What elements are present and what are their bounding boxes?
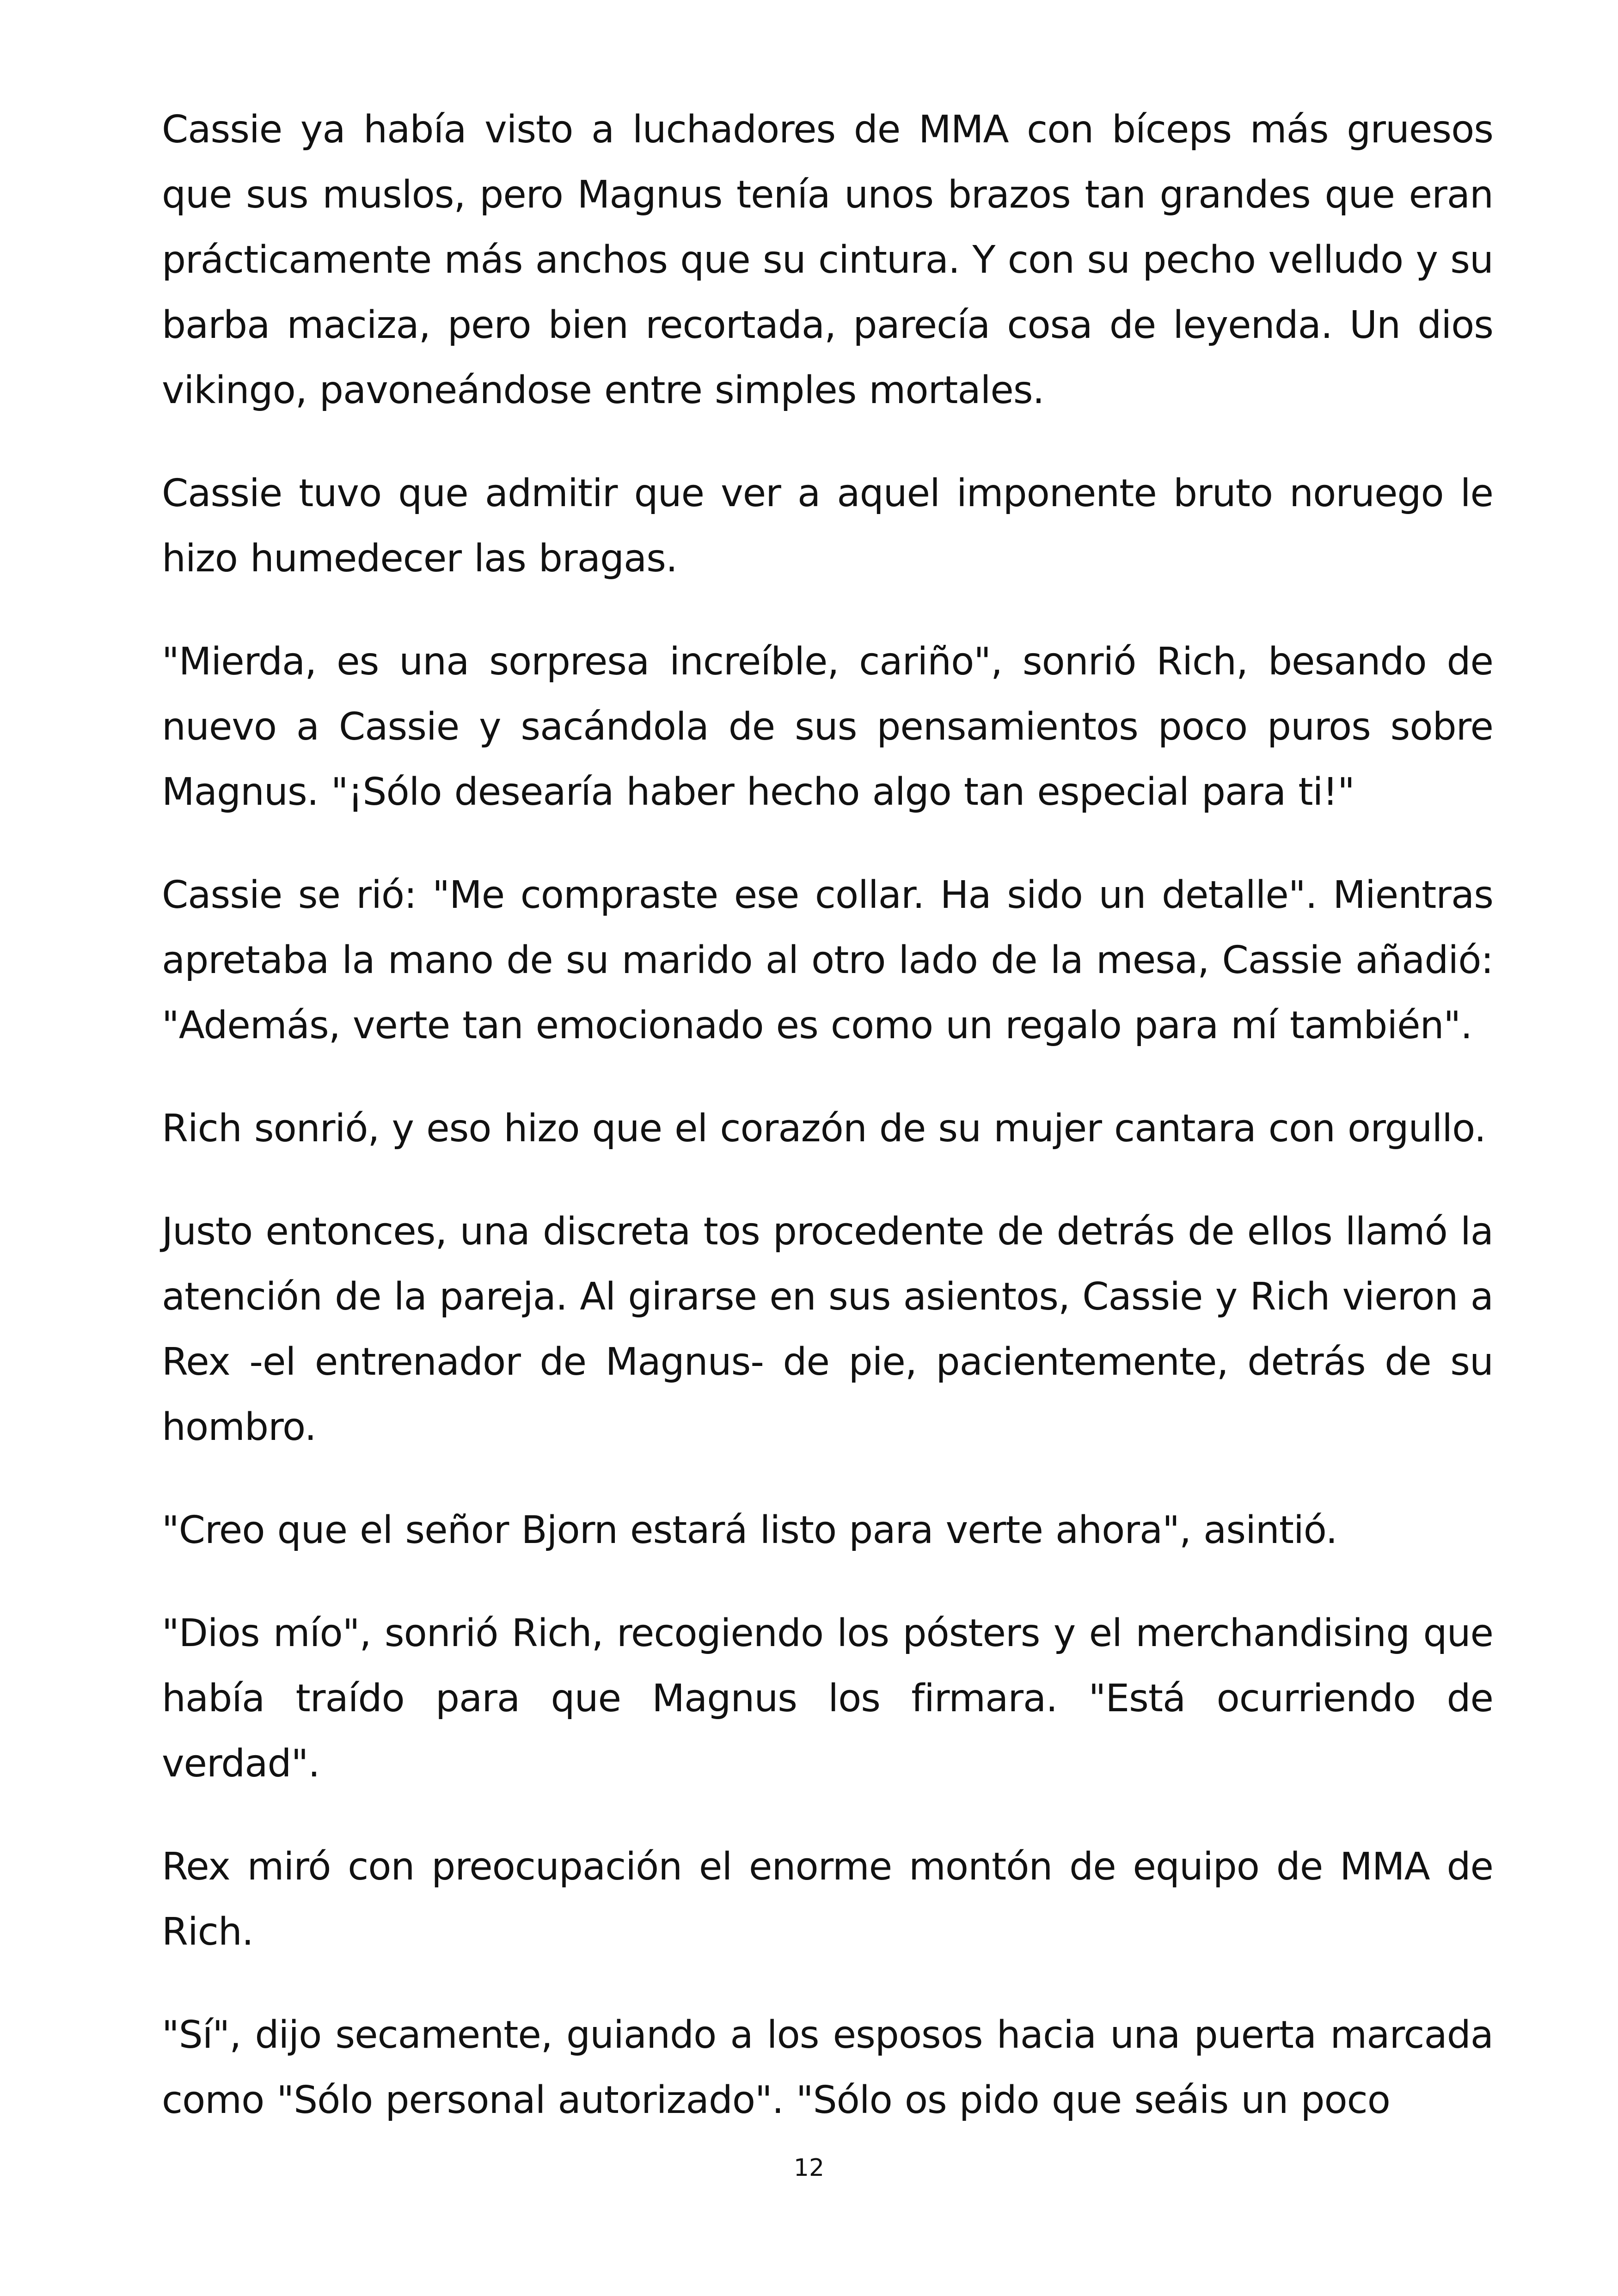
paragraph: Rex miró con preocupación el enorme montón de equipo de MMA de Rich. bbox=[162, 1845, 1493, 1954]
body-text bbox=[162, 97, 1493, 2171]
paragraph: "Dios mío", sonrió Rich, recogiendo los pósters y el merchandising que había traído para que Magnus los firmara. "Está ocurriendo de verdad". bbox=[162, 1611, 1493, 1786]
paragraph: "Mierda, es una sorpresa increíble, cariño", sonrió Rich, besando de nuevo a Cassie y sacándola de sus pensamientos poco puros sobre Magnus. "¡Sólo desearía haber hecho algo tan especial para ti!" bbox=[162, 640, 1493, 814]
paragraph: Cassie ya había visto a luchadores de MMA con bíceps más gruesos que sus muslos, pero Magnus tenía unos brazos tan grandes que eran prácticamente más anchos que su cintura. Y con su pecho velludo y su barba maciza, pero bien recortada, parecía cosa de leyenda. Un dios vikingo, pavoneándose entre simples mortales. bbox=[162, 108, 1493, 412]
paragraph: Rich sonrió, y eso hizo que el corazón de su mujer cantara con orgullo. bbox=[162, 1107, 1486, 1151]
paragraph: "Sí", dijo secamente, guiando a los esposos hacia una puerta marcada como "Sólo personal autorizado". "Sólo os pido que seáis un poco bbox=[162, 2013, 1493, 2122]
paragraph: Cassie tuvo que admitir que ver a aquel imponente bruto noruego le hizo humedecer las bragas. bbox=[162, 471, 1493, 581]
page-number: 12 bbox=[793, 2154, 825, 2182]
paragraph: Justo entonces, una discreta tos procedente de detrás de ellos llamó la atención de la pareja. Al girarse en sus asientos, Cassie y Rich vieron a Rex -el entrenador de Magnus- de pie, pacientemente, detrás de su hombro. bbox=[162, 1210, 1493, 1449]
paragraph: "Creo que el señor Bjorn estará listo para verte ahora", asintió. bbox=[162, 1508, 1337, 1552]
paragraph: Cassie se rió: "Me compraste ese collar. Ha sido un detalle". Mientras apretaba la mano de su marido al otro lado de la mesa, Cassie añadió: "Además, verte tan emocionado es como un regalo para mí también". bbox=[162, 873, 1493, 1047]
